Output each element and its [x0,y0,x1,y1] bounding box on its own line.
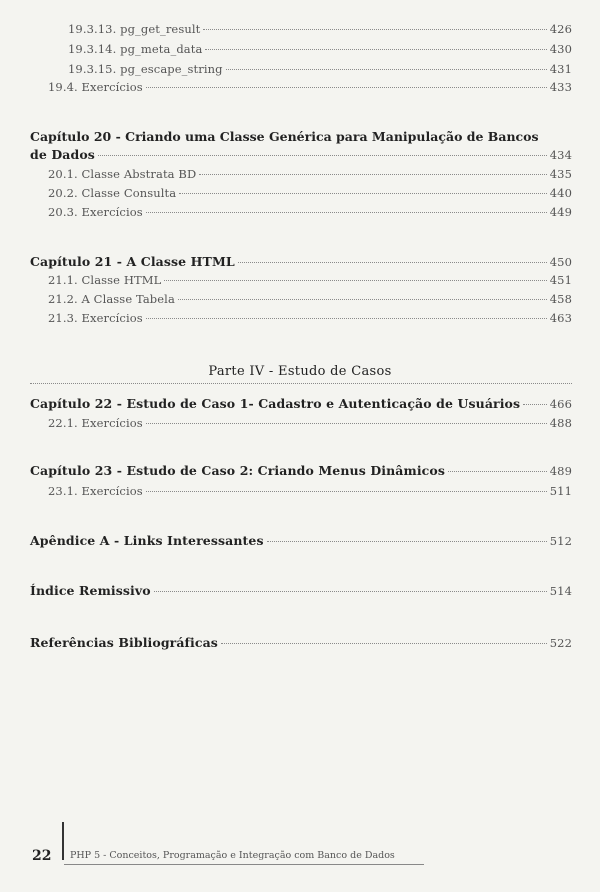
toc-entry-label: 20.2. Classe Consulta [48,186,177,200]
appendix-title: Apêndice A - Links Interessantes [30,533,264,548]
chapter-23-page: 489 [549,464,572,478]
toc-entry-label: 19.3.14. pg_meta_data [68,42,203,56]
chapter-20-page: 434 [549,148,572,162]
leader-dots [154,591,547,592]
leader-dots [203,29,546,30]
toc-entry[interactable] [48,311,572,325]
toc-entry-label: 21.3. Exercícios [48,311,143,325]
toc-entry-page: 430 [549,42,572,56]
toc-entry-page: 440 [549,186,572,200]
toc-entry[interactable] [68,42,572,56]
leader-dots [98,155,547,156]
toc-entry-label: 19.4. Exercícios [48,80,143,94]
toc-entry-label: 20.1. Classe Abstrata BD [48,167,197,181]
toc-entry-label: 20.3. Exercícios [48,205,143,219]
footer-rule [64,864,424,865]
leader-dots [267,541,547,542]
leader-dots [146,87,547,88]
toc-entry-page: 488 [549,416,572,430]
chapter-21-page: 450 [549,255,572,269]
toc-entry-page: 449 [549,205,572,219]
chapter-20-title-line1[interactable]: Capítulo 20 - Criando uma Classe Genérica para Manipulação de Bancos [30,129,539,144]
toc-entry[interactable] [48,80,572,94]
chapter-22-title: Capítulo 22 - Estudo de Caso 1- Cadastro e Autenticação de Usuários [30,396,521,411]
footer-book-title: PHP 5 - Conceitos, Programação e Integração com Banco de Dados [70,850,395,861]
leader-dots [146,423,547,424]
footer-bar [62,822,64,860]
toc-entry[interactable] [48,292,572,306]
appendix-entry[interactable] [30,533,572,548]
toc-entry-label: 21.1. Classe HTML [48,273,162,287]
leader-dots [205,49,546,50]
toc-entry-label: 23.1. Exercícios [48,484,143,498]
leader-dots [238,262,547,263]
leader-dots [523,404,547,405]
index-page: 514 [549,584,572,598]
chapter-23-title: Capítulo 23 - Estudo de Caso 2: Criando Menus Dinâmicos [30,463,445,478]
appendix-page: 512 [549,534,572,548]
part-iv-title: Parte IV - Estudo de Casos [208,364,392,379]
toc-entry-page: 433 [549,80,572,94]
leader-dots [164,280,546,281]
chapter-21-title: Capítulo 21 - A Classe HTML [30,254,235,269]
index-entry[interactable] [30,583,572,598]
toc-entry[interactable] [48,205,572,219]
chapter-23-entry[interactable] [30,463,572,478]
toc-entry[interactable] [48,273,572,287]
leader-dots [179,193,547,194]
chapter-22-page: 466 [549,397,572,411]
leader-dots [146,212,547,213]
toc-entry[interactable] [48,484,572,498]
toc-entry-label: 22.1. Exercícios [48,416,143,430]
chapter-22-entry[interactable] [30,396,572,411]
toc-entry-label: 19.3.15. pg_escape_string [68,62,223,76]
toc-entry-page: 431 [549,62,572,76]
leader-dots [199,174,546,175]
leader-dots [226,69,547,70]
chapter-20-entry[interactable] [30,147,572,162]
index-title: Índice Remissivo [30,583,151,598]
toc-entry-label: 19.3.13. pg_get_result [68,22,201,36]
toc-entry-page: 451 [549,273,572,287]
toc-entry-page: 435 [549,167,572,181]
toc-entry[interactable] [48,167,572,181]
toc-entry[interactable] [68,62,572,76]
references-entry[interactable] [30,635,572,650]
leader-dots [448,471,547,472]
toc-entry[interactable] [48,186,572,200]
toc-entry-page: 511 [549,484,572,498]
chapter-20-title-line2: de Dados [30,147,95,162]
footer-page-number: 22 [32,848,52,864]
toc-entry-page: 458 [549,292,572,306]
references-title: Referências Bibliográficas [30,635,218,650]
toc-entry-page: 463 [549,311,572,325]
toc-entry-page: 426 [549,22,572,36]
leader-dots [146,491,547,492]
leader-dots [178,299,547,300]
toc-entry-label: 21.2. A Classe Tabela [48,292,175,306]
references-page: 522 [549,636,572,650]
toc-entry[interactable] [68,22,572,36]
toc-entry[interactable] [48,416,572,430]
chapter-21-entry[interactable] [30,254,572,269]
leader-dots [146,318,547,319]
part-divider [30,383,572,384]
leader-dots [221,643,547,644]
